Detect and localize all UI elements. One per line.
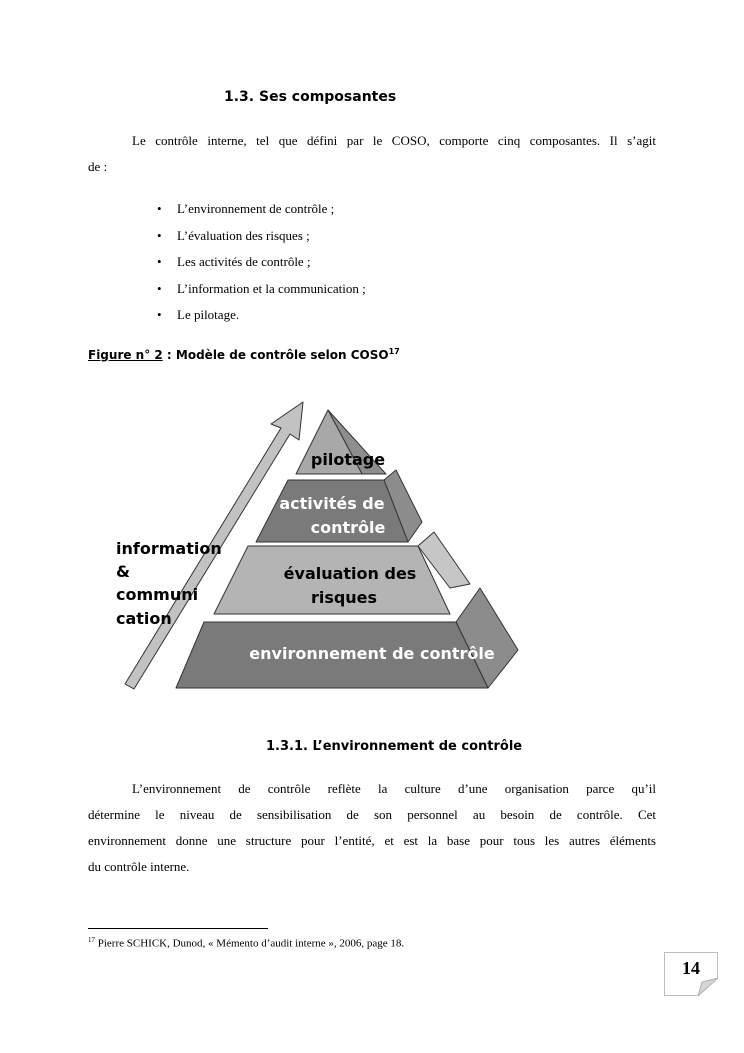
body-line-3: environnement donne une structure pour l’entité, et est la base pour tous les autres éléments: [88, 833, 656, 848]
list-item: • L’information et la communication ;: [157, 276, 366, 303]
bullet-icon: •: [157, 307, 162, 322]
footnote-text: Pierre SCHICK, Dunod, « Mémento d’audit interne », 2006, page 18.: [95, 937, 405, 950]
coso-pyramid-diagram: [100, 388, 540, 698]
bullet-icon: •: [157, 227, 162, 243]
pyramid-label-evaluation-line2: risques: [310, 588, 378, 607]
footnote-number: 17: [88, 936, 95, 944]
pyramid-label-activites-line2: contrôle: [310, 518, 386, 537]
bullet-icon: •: [157, 254, 162, 269]
intro-line-1: Le contrôle interne, tel que défini par le COSO, comporte cinq composantes. Il s’agit: [132, 133, 656, 148]
list-item: • L’environnement de contrôle ;: [157, 196, 366, 223]
body-line-1: L’environnement de contrôle reflète la culture d’une organisation parce qu’il: [132, 781, 656, 796]
side-label-line-3: communi: [116, 585, 199, 604]
pyramid-label-environnement: environnement de contrôle: [249, 644, 495, 663]
list-item: • Le pilotage.: [157, 302, 366, 329]
footnote: [88, 936, 404, 950]
figure-footnote-ref: 17: [388, 347, 400, 356]
page-number: 14: [682, 958, 700, 978]
bullet-icon: •: [157, 280, 162, 296]
body-paragraph: [88, 776, 656, 880]
side-label-line-4: cation: [116, 609, 172, 628]
pyramid-label-activites-line1: activités de: [279, 494, 385, 513]
side-label-line-2: &: [116, 562, 130, 581]
list-item: • L’évaluation des risques ;: [157, 223, 366, 250]
side-label-line-1: information: [116, 539, 222, 558]
page-curl-icon: [698, 978, 719, 997]
figure-caption: [88, 347, 400, 362]
figure-title: : Modèle de contrôle selon COSO: [162, 348, 389, 362]
subsection-title: 1.3.1. L’environnement de contrôle: [266, 739, 523, 754]
section-title: 1.3. Ses composantes: [224, 89, 397, 105]
body-line-2: détermine le niveau de sensibilisation de son personnel au besoin de contrôle. Cet: [88, 807, 656, 822]
pyramid-label-evaluation-line1: évaluation des: [283, 564, 417, 583]
body-line-4: du contrôle interne.: [88, 859, 190, 874]
list-item: • Les activités de contrôle ;: [157, 249, 366, 276]
pyramid-label-pilotage: pilotage: [310, 450, 386, 469]
figure-number: Figure n° 2: [88, 348, 163, 362]
bullet-icon: •: [157, 201, 162, 216]
components-list: [157, 196, 366, 329]
intro-line-2: de :: [88, 159, 108, 174]
intro-paragraph: [88, 128, 656, 180]
footnote-separator: [88, 928, 268, 929]
